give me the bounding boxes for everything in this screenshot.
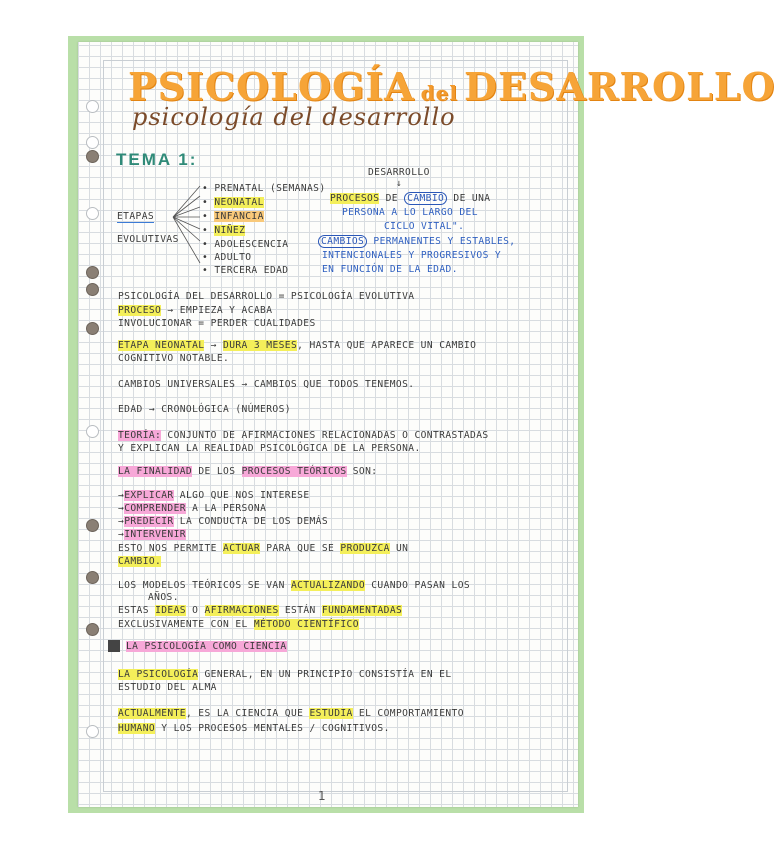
line-permite: ESTO NOS PERMITE ACTUAR PARA QUE SE PRODUZCA UN <box>118 543 409 554</box>
line-actual-2: HUMANO Y LOS PROCESOS MENTALES / COGNITIVOS. <box>118 723 390 734</box>
list-item: →PREDECIR LA CONDUCTA DE LOS DEMÁS <box>118 516 329 527</box>
title-word-desarrollo: DESARROLLO <box>463 64 776 109</box>
stage-item: • PRENATAL (SEMANAS) <box>202 183 326 194</box>
line-actual: ACTUALMENTE, ES LA CIENCIA QUE ESTUDIA EL COMPORTAMIENTO <box>118 708 464 719</box>
desarrollo-line-5: INTENCIONALES Y PROGRESIVOS Y <box>322 250 502 261</box>
page-number: 1 <box>318 789 326 803</box>
etapas-label: ETAPAS <box>117 211 155 222</box>
stage-item: • NEONATAL <box>202 197 264 208</box>
line-universales: CAMBIOS UNIVERSALES → CAMBIOS QUE TODOS TENEMOS. <box>118 379 415 390</box>
binder-hole <box>86 266 99 279</box>
stage-item: • ADOLESCENCIA <box>202 239 289 250</box>
desarrollo-line-6: EN FUNCIÓN DE LA EDAD. <box>322 264 458 275</box>
page-subtitle: psicología del desarrollo <box>132 103 456 131</box>
title-word-del: del <box>420 81 458 105</box>
line-edad: EDAD → CRONOLÓGICA (NÚMEROS) <box>118 404 291 415</box>
desarrollo-line-2: PERSONA A LO LARGO DEL <box>342 207 478 218</box>
list-item: →EXPLICAR ALGO QUE NOS INTERESE <box>118 490 310 501</box>
binder-hole <box>86 322 99 335</box>
binder-hole <box>86 623 99 636</box>
line-finalidad: LA FINALIDAD DE LOS PROCESOS TEÓRICOS SON: <box>118 466 378 477</box>
title-word-psicologia: PSICOLOGÍA <box>128 64 415 109</box>
line-neonatal-2: COGNITIVO NOTABLE. <box>118 353 230 364</box>
line-permite-2: CAMBIO. <box>118 556 162 567</box>
stage-bracket <box>170 183 202 273</box>
binder-hole <box>86 100 99 113</box>
binder-hole <box>86 519 99 532</box>
desarrollo-line-4: CAMBIOS PERMANENTES Y ESTABLES, <box>318 236 515 247</box>
line-modelos-2: AÑOS. <box>148 592 179 603</box>
stage-item: • ADULTO <box>202 252 252 263</box>
stage-item: • TERCERA EDAD <box>202 265 289 276</box>
line-teoria-2: Y EXPLICAN LA REALIDAD PSICOLÓGICA DE LA PERSONA. <box>118 443 421 454</box>
line-proceso: PROCESO → EMPIEZA Y ACABA <box>118 305 273 316</box>
desarrollo-arrow: ↓ <box>396 178 403 189</box>
section-bullet <box>108 640 120 652</box>
binder-hole <box>86 207 99 220</box>
stage-item: • NIÑEZ <box>202 225 246 236</box>
line-general-2: ESTUDIO DEL ALMA <box>118 682 217 693</box>
stage-item: • INFANCIA <box>202 211 264 222</box>
tema-heading: TEMA 1: <box>116 150 198 169</box>
binder-hole <box>86 150 99 163</box>
line-evolutiva: PSICOLOGÍA DEL DESARROLLO = PSICOLOGÍA EVOLUTIVA <box>118 291 415 302</box>
line-ideas: ESTAS IDEAS O AFIRMACIONES ESTÁN FUNDAMENTADAS <box>118 605 403 616</box>
evolutivas-label: EVOLUTIVAS <box>117 234 179 245</box>
line-general: LA PSICOLOGÍA GENERAL, EN UN PRINCIPIO CONSISTÍA EN EL <box>118 669 452 680</box>
line-teoria: TEORÍA: CONJUNTO DE AFIRMACIONES RELACIONADAS O CONTRASTADAS <box>118 430 489 441</box>
line-modelos: LOS MODELOS TEÓRICOS SE VAN ACTUALIZANDO CUANDO PASAN LOS <box>118 580 471 591</box>
list-item: →COMPRENDER A LA PERSONA <box>118 503 267 514</box>
binder-hole <box>86 425 99 438</box>
desarrollo-line-1: PROCESOS DE CAMBIO DE UNA <box>330 193 491 204</box>
list-item: →INTERVENIR <box>118 529 186 540</box>
binder-hole <box>86 136 99 149</box>
binder-hole <box>86 283 99 296</box>
line-involucionar: INVOLUCIONAR = PERDER CUALIDADES <box>118 318 316 329</box>
desarrollo-header: DESARROLLO <box>368 167 430 178</box>
line-exclusiva: EXCLUSIVAMENTE CON EL MÉTODO CIENTÍFICO <box>118 619 359 630</box>
binder-hole <box>86 571 99 584</box>
line-neonatal: ETAPA NEONATAL → DURA 3 MESES, HASTA QUE APARECE UN CAMBIO <box>118 340 477 351</box>
desarrollo-line-3: CICLO VITAL". <box>384 221 465 232</box>
binder-hole <box>86 725 99 738</box>
section-heading-ciencia: LA PSICOLOGÍA COMO CIENCIA <box>126 641 287 652</box>
